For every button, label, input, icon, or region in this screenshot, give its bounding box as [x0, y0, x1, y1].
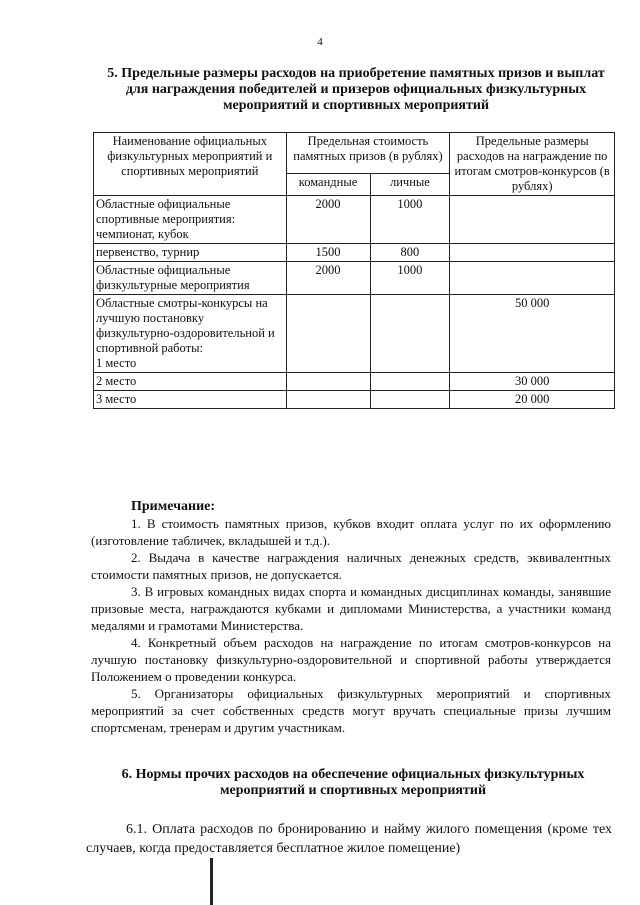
row-award	[450, 262, 615, 295]
row-personal: 1000	[370, 196, 450, 244]
note-item: 1. В стоимость памятных призов, кубков входит оплата услуг по их оформлению (изготовление табличек, вкладышей и т.д.).	[91, 516, 611, 548]
prizes-table	[93, 132, 615, 409]
table-row	[94, 244, 615, 262]
table-row	[94, 295, 615, 373]
row-personal: 1000	[370, 262, 450, 295]
row-award	[450, 196, 615, 244]
row-personal	[370, 295, 450, 373]
table-header-row	[94, 133, 615, 174]
row-name: Областные официальные физкультурные мероприятия	[94, 262, 287, 295]
header-personal: личные	[370, 173, 450, 195]
header-team: командные	[286, 173, 370, 195]
table-row	[94, 391, 615, 409]
header-awards: Предельные размеры расходов на награждение по итогам смотров-конкурсов (в рублях)	[450, 133, 615, 196]
row-team	[286, 373, 370, 391]
notes-title: Примечание:	[131, 499, 216, 514]
note-item: 2. Выдача в качестве награждения наличных денежных средств, эквивалентных стоимости памятных призов, не допускается.	[91, 550, 611, 582]
row-personal	[370, 391, 450, 409]
row-team: 2000	[286, 262, 370, 295]
row-award: 20 000	[450, 391, 615, 409]
section-5-title: 5. Предельные размеры расходов на приобретение памятных призов и выплат для награждения победителей и призеров официальных физкультурных мероприятий и спортивных мероприятий	[107, 66, 605, 113]
row-personal: 800	[370, 244, 450, 262]
row-team: 1500	[286, 244, 370, 262]
row-team	[286, 391, 370, 409]
row-award: 50 000	[450, 295, 615, 373]
note-item: 4. Конкретный объем расходов на награждение по итогам смотров-конкурсов на лучшую постановку физкультурно-оздоровительной и спортивной работы утверждается Положением о проведении конкурса.	[91, 635, 611, 684]
row-award	[450, 244, 615, 262]
notes-block	[91, 498, 611, 736]
row-award: 30 000	[450, 373, 615, 391]
header-name: Наименование официальных физкультурных мероприятий и спортивных мероприятий	[94, 133, 287, 196]
note-item: 3. В игровых командных видах спорта и командных дисциплинах команды, занявшие призовые места, награждаются кубками и дипломами Министерства, а участники команд медалями и грамотами Министерства.	[91, 584, 611, 633]
page-number: 4	[317, 36, 323, 48]
row-place-1: 1 место	[96, 356, 137, 370]
row-name-text: Областные смотры-конкурсы на лучшую постановку физкультурно-оздоровительной и спортивной работы:	[96, 296, 275, 355]
row-name	[94, 295, 287, 373]
row-name: Областные официальные спортивные мероприятия: чемпионат, кубок	[94, 196, 287, 244]
section-6-paragraph: 6.1. Оплата расходов по бронированию и найму жилого помещения (кроме тех случаев, когда предоставляется бесплатное жилое помещение)	[86, 822, 612, 856]
table-row	[94, 196, 615, 244]
row-name: 2 место	[94, 373, 287, 391]
row-name: 3 место	[94, 391, 287, 409]
header-cost: Предельная стоимость памятных призов (в рублях)	[286, 133, 450, 174]
row-personal	[370, 373, 450, 391]
row-name: первенство, турнир	[94, 244, 287, 262]
note-item: 5. Организаторы официальных физкультурных мероприятий и спортивных мероприятий за счет собственных средств могут вручать специальные призы лучшим спортсменам, тренерам и другим участникам.	[91, 686, 611, 735]
section-6-title: 6. Нормы прочих расходов на обеспечение официальных физкультурных мероприятий и спортивных мероприятий	[121, 767, 585, 798]
table-row	[94, 373, 615, 391]
binding-mark	[210, 858, 213, 905]
row-team: 2000	[286, 196, 370, 244]
row-team	[286, 295, 370, 373]
table-row	[94, 262, 615, 295]
